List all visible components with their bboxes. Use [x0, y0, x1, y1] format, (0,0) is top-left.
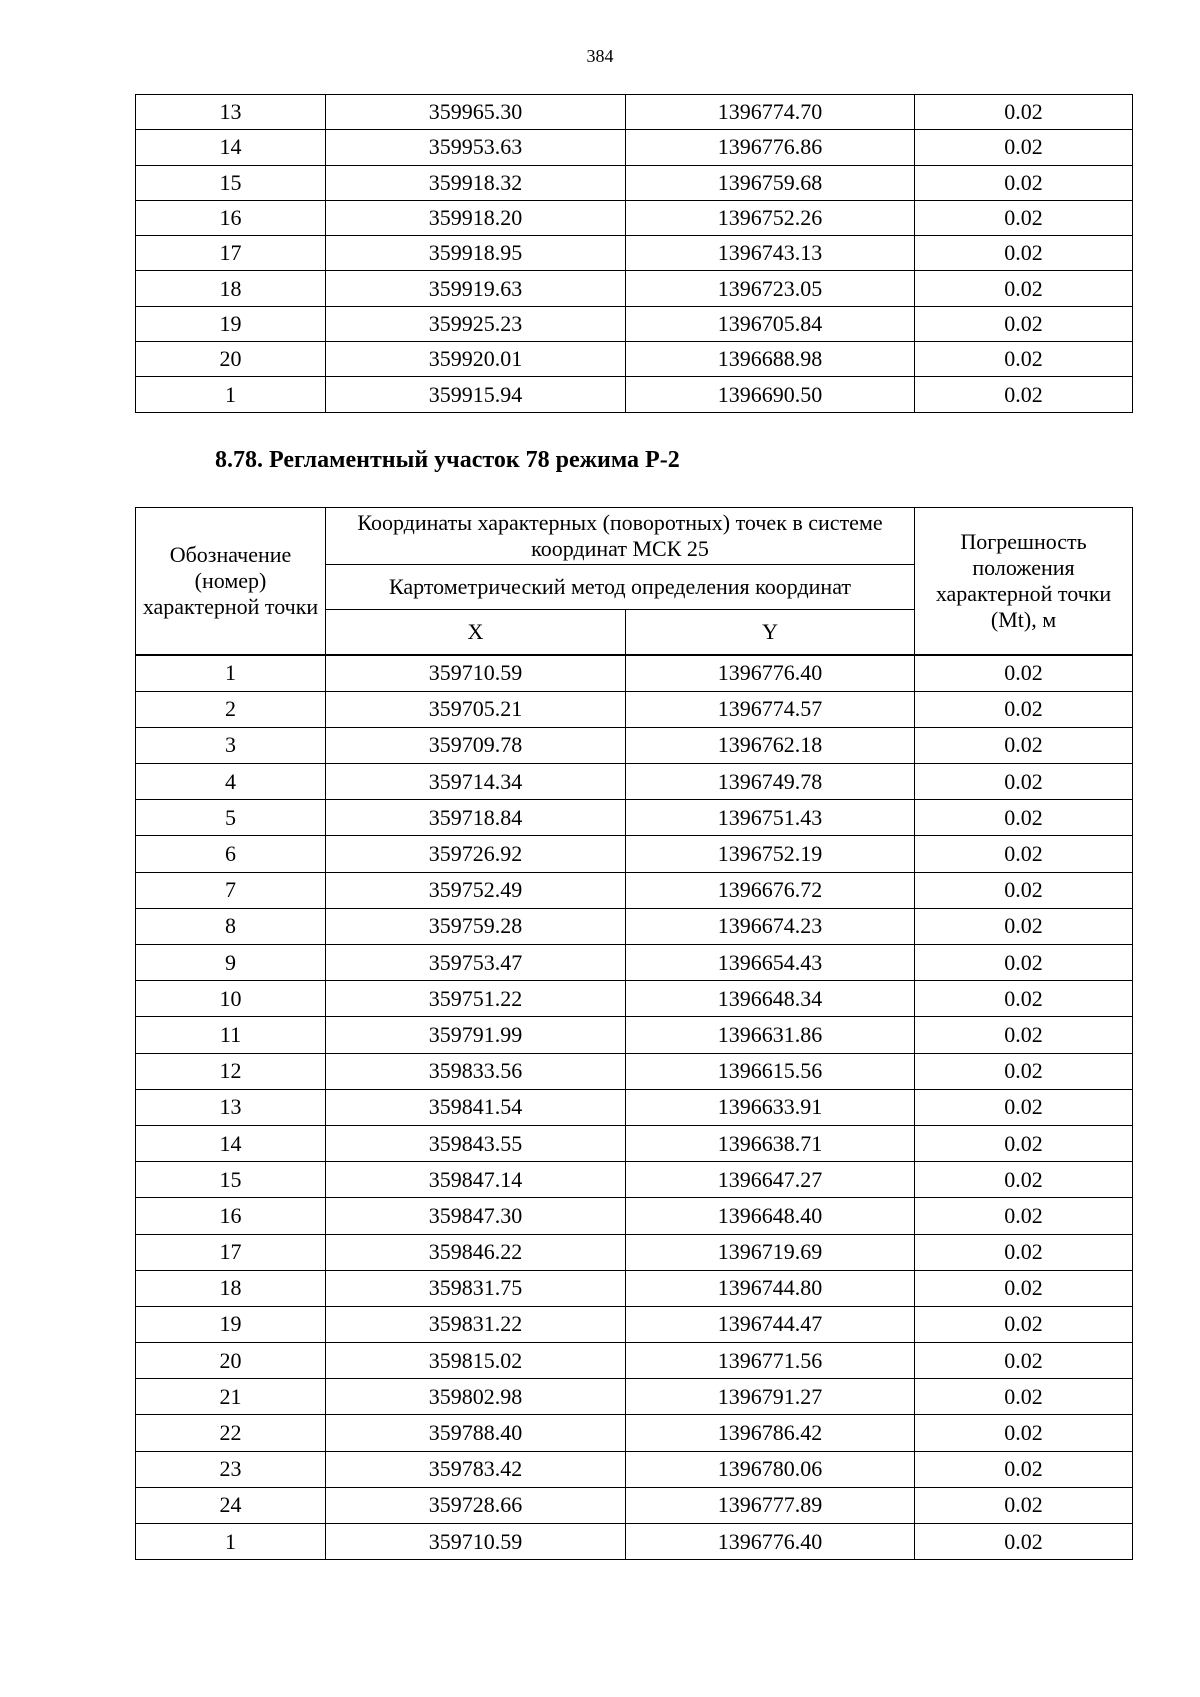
y-coordinate-cell: 1396654.43 [626, 945, 915, 981]
error-cell: 0.02 [915, 1415, 1133, 1451]
error-cell: 0.02 [915, 908, 1133, 944]
point-number-cell: 1 [136, 655, 326, 692]
point-number-cell: 7 [136, 872, 326, 908]
error-cell: 0.02 [915, 981, 1133, 1017]
point-number-cell: 5 [136, 800, 326, 836]
error-cell: 0.02 [915, 945, 1133, 981]
x-coordinate-cell: 359918.95 [326, 236, 626, 271]
x-coordinate-cell: 359709.78 [326, 727, 626, 763]
table-row [136, 1089, 1133, 1125]
y-coordinate-cell: 1396774.70 [626, 95, 915, 130]
table-row [136, 1306, 1133, 1342]
x-coordinate-cell: 359728.66 [326, 1487, 626, 1523]
error-cell: 0.02 [915, 95, 1133, 130]
y-coordinate-cell: 1396723.05 [626, 271, 915, 306]
y-coordinate-cell: 1396674.23 [626, 908, 915, 944]
x-coordinate-cell: 359843.55 [326, 1125, 626, 1161]
x-coordinate-cell: 359919.63 [326, 271, 626, 306]
x-coordinate-cell: 359815.02 [326, 1343, 626, 1379]
error-cell: 0.02 [915, 655, 1133, 692]
point-number-cell: 24 [136, 1487, 326, 1523]
x-coordinate-cell: 359965.30 [326, 95, 626, 130]
error-cell: 0.02 [915, 306, 1133, 341]
point-number-cell: 9 [136, 945, 326, 981]
error-cell: 0.02 [915, 1234, 1133, 1270]
point-number-cell: 13 [136, 1089, 326, 1125]
error-cell: 0.02 [915, 691, 1133, 727]
y-coordinate-cell: 1396749.78 [626, 764, 915, 800]
error-cell: 0.02 [915, 1379, 1133, 1415]
point-number-cell: 2 [136, 691, 326, 727]
y-coordinate-cell: 1396705.84 [626, 306, 915, 341]
point-number-cell: 1 [136, 377, 326, 412]
table-row [136, 377, 1133, 412]
table-row [136, 1234, 1133, 1270]
x-coordinate-cell: 359783.42 [326, 1451, 626, 1487]
x-coordinate-cell: 359925.23 [326, 306, 626, 341]
x-coordinate-cell: 359759.28 [326, 908, 626, 944]
x-coordinate-cell: 359915.94 [326, 377, 626, 412]
error-cell: 0.02 [915, 200, 1133, 235]
y-coordinate-cell: 1396647.27 [626, 1162, 915, 1198]
header-coords: Координаты характерных (поворотных) точек в системе координат МСК 25 [326, 508, 915, 565]
table-row [136, 342, 1133, 377]
error-cell: 0.02 [915, 130, 1133, 165]
x-coordinate-cell: 359847.14 [326, 1162, 626, 1198]
error-cell: 0.02 [915, 1017, 1133, 1053]
table-row [136, 1379, 1133, 1415]
error-cell: 0.02 [915, 1306, 1133, 1342]
x-coordinate-cell: 359831.75 [326, 1270, 626, 1306]
point-number-cell: 17 [136, 1234, 326, 1270]
table-row [136, 306, 1133, 341]
point-number-cell: 19 [136, 1306, 326, 1342]
point-number-cell: 16 [136, 200, 326, 235]
y-coordinate-cell: 1396776.40 [626, 655, 915, 692]
table-row [136, 200, 1133, 235]
point-number-cell: 18 [136, 1270, 326, 1306]
point-number-cell: 10 [136, 981, 326, 1017]
point-number-cell: 15 [136, 165, 326, 200]
table-row [136, 800, 1133, 836]
error-cell: 0.02 [915, 1270, 1133, 1306]
table-row [136, 95, 1133, 130]
point-number-cell: 4 [136, 764, 326, 800]
error-cell: 0.02 [915, 1524, 1133, 1560]
error-cell: 0.02 [915, 377, 1133, 412]
x-coordinate-cell: 359751.22 [326, 981, 626, 1017]
x-coordinate-cell: 359753.47 [326, 945, 626, 981]
point-number-cell: 3 [136, 727, 326, 763]
x-coordinate-cell: 359705.21 [326, 691, 626, 727]
table-row [136, 165, 1133, 200]
point-number-cell: 22 [136, 1415, 326, 1451]
point-number-cell: 19 [136, 306, 326, 341]
x-coordinate-cell: 359718.84 [326, 800, 626, 836]
table-row [136, 908, 1133, 944]
y-coordinate-cell: 1396752.26 [626, 200, 915, 235]
y-coordinate-cell: 1396791.27 [626, 1379, 915, 1415]
y-coordinate-cell: 1396676.72 [626, 872, 915, 908]
x-coordinate-cell: 359710.59 [326, 1524, 626, 1560]
error-cell: 0.02 [915, 727, 1133, 763]
point-number-cell: 13 [136, 95, 326, 130]
error-cell: 0.02 [915, 1198, 1133, 1234]
table-row [136, 130, 1133, 165]
y-coordinate-cell: 1396648.40 [626, 1198, 915, 1234]
error-cell: 0.02 [915, 764, 1133, 800]
error-cell: 0.02 [915, 872, 1133, 908]
error-cell: 0.02 [915, 1053, 1133, 1089]
table-row [136, 1017, 1133, 1053]
x-coordinate-cell: 359791.99 [326, 1017, 626, 1053]
error-cell: 0.02 [915, 836, 1133, 872]
y-coordinate-cell: 1396633.91 [626, 1089, 915, 1125]
table-row [136, 691, 1133, 727]
point-number-cell: 18 [136, 271, 326, 306]
header-x: X [326, 610, 626, 655]
y-coordinate-cell: 1396688.98 [626, 342, 915, 377]
x-coordinate-cell: 359710.59 [326, 655, 626, 692]
x-coordinate-cell: 359833.56 [326, 1053, 626, 1089]
point-number-cell: 1 [136, 1524, 326, 1560]
table-row [136, 836, 1133, 872]
point-number-cell: 23 [136, 1451, 326, 1487]
error-cell: 0.02 [915, 1451, 1133, 1487]
y-coordinate-cell: 1396774.57 [626, 691, 915, 727]
header-point: Обозначение (номер) характерной точки [136, 508, 326, 655]
x-coordinate-cell: 359788.40 [326, 1415, 626, 1451]
point-number-cell: 11 [136, 1017, 326, 1053]
y-coordinate-cell: 1396786.42 [626, 1415, 915, 1451]
table-row [136, 1415, 1133, 1451]
error-cell: 0.02 [915, 271, 1133, 306]
x-coordinate-cell: 359953.63 [326, 130, 626, 165]
x-coordinate-cell: 359918.32 [326, 165, 626, 200]
y-coordinate-cell: 1396762.18 [626, 727, 915, 763]
table-header [136, 508, 1133, 655]
y-coordinate-cell: 1396648.34 [626, 981, 915, 1017]
y-coordinate-cell: 1396615.56 [626, 1053, 915, 1089]
y-coordinate-cell: 1396743.13 [626, 236, 915, 271]
x-coordinate-cell: 359714.34 [326, 764, 626, 800]
point-number-cell: 17 [136, 236, 326, 271]
point-number-cell: 16 [136, 1198, 326, 1234]
y-coordinate-cell: 1396759.68 [626, 165, 915, 200]
table-body [136, 655, 1133, 1560]
point-number-cell: 14 [136, 1125, 326, 1161]
section-title: 8.78. Регламентный участок 78 режима Р-2 [215, 447, 680, 473]
table-row [136, 1487, 1133, 1523]
x-coordinate-cell: 359802.98 [326, 1379, 626, 1415]
point-number-cell: 20 [136, 1343, 326, 1379]
table-row [136, 271, 1133, 306]
point-number-cell: 15 [136, 1162, 326, 1198]
y-coordinate-cell: 1396751.43 [626, 800, 915, 836]
table-row [136, 1125, 1133, 1161]
table-row [136, 872, 1133, 908]
table-row [136, 981, 1133, 1017]
y-coordinate-cell: 1396744.47 [626, 1306, 915, 1342]
table-row [136, 1451, 1133, 1487]
table-row [136, 1162, 1133, 1198]
y-coordinate-cell: 1396780.06 [626, 1451, 915, 1487]
error-cell: 0.02 [915, 165, 1133, 200]
x-coordinate-cell: 359846.22 [326, 1234, 626, 1270]
header-error: Погрешность положения характерной точки (Mt), м [915, 508, 1133, 655]
error-cell: 0.02 [915, 800, 1133, 836]
table-row [136, 764, 1133, 800]
table-row [136, 727, 1133, 763]
table-body [136, 95, 1133, 413]
x-coordinate-cell: 359752.49 [326, 872, 626, 908]
y-coordinate-cell: 1396752.19 [626, 836, 915, 872]
y-coordinate-cell: 1396776.40 [626, 1524, 915, 1560]
point-number-cell: 6 [136, 836, 326, 872]
header-method: Картометрический метод определения координат [326, 565, 915, 610]
y-coordinate-cell: 1396776.86 [626, 130, 915, 165]
x-coordinate-cell: 359847.30 [326, 1198, 626, 1234]
coordinates-table-continued [135, 94, 1133, 413]
point-number-cell: 20 [136, 342, 326, 377]
point-number-cell: 8 [136, 908, 326, 944]
error-cell: 0.02 [915, 1125, 1133, 1161]
coordinates-table [135, 507, 1133, 1560]
table-row [136, 1343, 1133, 1379]
page-number: 384 [586, 46, 614, 66]
error-cell: 0.02 [915, 1343, 1133, 1379]
x-coordinate-cell: 359831.22 [326, 1306, 626, 1342]
x-coordinate-cell: 359918.20 [326, 200, 626, 235]
y-coordinate-cell: 1396631.86 [626, 1017, 915, 1053]
point-number-cell: 14 [136, 130, 326, 165]
y-coordinate-cell: 1396777.89 [626, 1487, 915, 1523]
table-row [136, 1053, 1133, 1089]
error-cell: 0.02 [915, 1487, 1133, 1523]
table-row [136, 1270, 1133, 1306]
error-cell: 0.02 [915, 1162, 1133, 1198]
header-y: Y [626, 610, 915, 655]
y-coordinate-cell: 1396719.69 [626, 1234, 915, 1270]
table-row [136, 1198, 1133, 1234]
error-cell: 0.02 [915, 342, 1133, 377]
table-row [136, 655, 1133, 692]
table-row [136, 1524, 1133, 1560]
point-number-cell: 12 [136, 1053, 326, 1089]
point-number-cell: 21 [136, 1379, 326, 1415]
y-coordinate-cell: 1396638.71 [626, 1125, 915, 1161]
error-cell: 0.02 [915, 1089, 1133, 1125]
y-coordinate-cell: 1396771.56 [626, 1343, 915, 1379]
x-coordinate-cell: 359841.54 [326, 1089, 626, 1125]
table-row [136, 236, 1133, 271]
table-row [136, 945, 1133, 981]
error-cell: 0.02 [915, 236, 1133, 271]
y-coordinate-cell: 1396744.80 [626, 1270, 915, 1306]
x-coordinate-cell: 359726.92 [326, 836, 626, 872]
x-coordinate-cell: 359920.01 [326, 342, 626, 377]
y-coordinate-cell: 1396690.50 [626, 377, 915, 412]
